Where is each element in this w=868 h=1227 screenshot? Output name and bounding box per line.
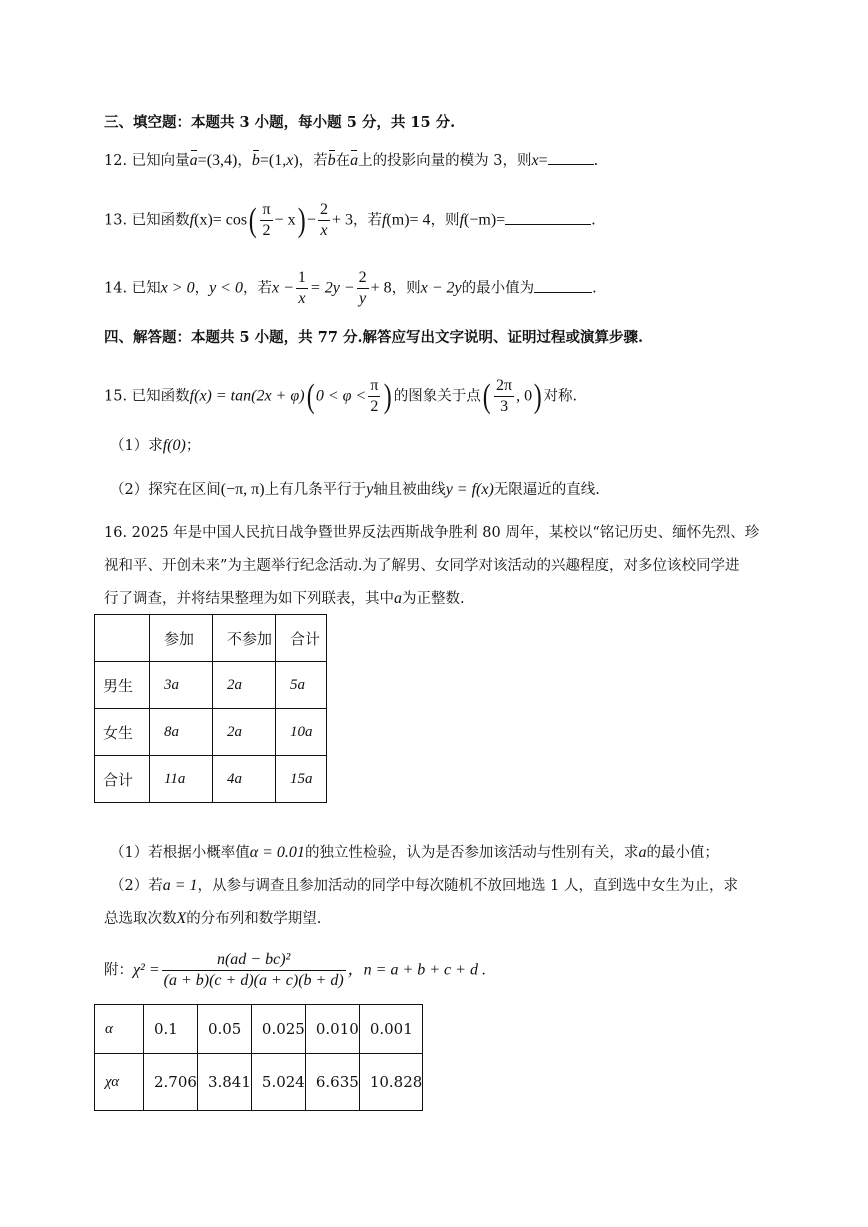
right-paren: ) bbox=[297, 201, 306, 239]
fraction-pi-over-2 bbox=[260, 200, 272, 241]
q16-line2: 视和平、开创未来”为主题举行纪念活动.为了解男、女同学对该活动的兴趣程度，对多位该校同学进 bbox=[104, 558, 740, 574]
q15-part2 bbox=[110, 480, 600, 500]
q15-part2-label: （2）探究在区间 bbox=[110, 482, 221, 498]
section4-heading: 四、解答题：本题共 5 小题，共 77 分.解答应写出文字说明、证明过程或演算步骤. bbox=[104, 329, 644, 346]
section3-heading: 三、填空题：本题共 3 小题，每小题 5 分，共 15 分. bbox=[104, 114, 456, 131]
frac-num: 2π bbox=[494, 376, 514, 397]
q13-if: ，若 bbox=[352, 212, 382, 229]
q12-x: x bbox=[531, 152, 539, 169]
table-cell: 2.706 bbox=[144, 1054, 198, 1111]
chi-square-lhs: χ² = bbox=[133, 961, 160, 979]
q16-var-X: X bbox=[176, 910, 187, 927]
frac-num: π bbox=[260, 200, 272, 221]
fraction-pi-over-2 bbox=[368, 376, 380, 417]
critical-value-table bbox=[94, 1004, 423, 1111]
fraction-2-over-y bbox=[357, 268, 369, 309]
table-cell: 0.05 bbox=[197, 1005, 251, 1054]
q16-line1: 16. 2025 年是中国人民抗日战争暨世界反法西斯战争胜利 80 周年，某校以“铭记历史、缅怀先烈、珍 bbox=[104, 525, 760, 541]
frac-den: y bbox=[359, 290, 367, 307]
table-row-alpha bbox=[95, 1005, 423, 1054]
q15-part2-end: 无限逼近的直线. bbox=[493, 482, 600, 498]
q16-part2-label: （2）若 bbox=[110, 878, 163, 894]
q14-then: ，则 bbox=[391, 280, 421, 297]
vector-b-close: ) bbox=[293, 152, 299, 169]
q14-end: . bbox=[592, 280, 597, 297]
q13-eq4: = 4 bbox=[409, 211, 431, 229]
question-12 bbox=[104, 150, 598, 171]
answer-blank-13[interactable] bbox=[505, 210, 591, 225]
vector-a: a bbox=[189, 152, 198, 169]
q15-condition: 0 < φ < bbox=[315, 387, 367, 405]
table-cell: 5a bbox=[276, 662, 327, 709]
answer-blank-12[interactable] bbox=[548, 150, 594, 165]
q16-line3-text: 行了调查，并将结果整理为如下列联表，其中 bbox=[104, 591, 394, 607]
frac-num: 2 bbox=[318, 200, 330, 221]
q15-part2-mid: 上有几条平行于 bbox=[264, 482, 367, 498]
q12-end: . bbox=[593, 153, 599, 169]
appendix-formula bbox=[104, 950, 486, 991]
q13-minus-x: − x bbox=[274, 211, 296, 229]
frac-num: 2 bbox=[357, 268, 369, 289]
q13-negm: (−m) bbox=[464, 211, 497, 229]
q12-text-3: 上的投影向量的模为 3，则 bbox=[358, 153, 532, 169]
q13-fnm: f bbox=[459, 211, 465, 229]
table-row bbox=[95, 662, 327, 709]
table-row bbox=[95, 709, 327, 756]
q12-text-2: 在 bbox=[335, 153, 351, 169]
q16-alpha: α = 0.01 bbox=[249, 844, 305, 861]
q15-end: 对称. bbox=[543, 388, 578, 405]
q13-prefix: 13. 已知函数 bbox=[104, 212, 190, 229]
vector-a-ref: a bbox=[350, 152, 359, 169]
table-cell: 8a bbox=[150, 709, 213, 756]
vector-a-value: =(3,4) bbox=[197, 152, 238, 169]
table-header-cell: 参加 bbox=[150, 615, 213, 662]
q16-part2-cont-end: 的分布列和数学期望. bbox=[186, 911, 322, 927]
q12-eq: = bbox=[538, 152, 548, 169]
q12-prefix: 12. 已知向量 bbox=[104, 153, 190, 169]
table-cell: 4a bbox=[213, 756, 276, 803]
q14-lhs: x − bbox=[271, 279, 294, 297]
vector-b-ref: b bbox=[327, 152, 336, 169]
q14-sep: ， bbox=[194, 280, 210, 297]
vector-b-value: =(1, bbox=[259, 152, 287, 169]
table-cell: 3.841 bbox=[197, 1054, 251, 1111]
frac-den: 2 bbox=[370, 398, 379, 415]
q14-plus8: + 8 bbox=[370, 279, 392, 297]
left-paren: ( bbox=[482, 377, 491, 415]
q16-line3-end: 为正整数. bbox=[402, 591, 465, 607]
table-cell: 11a bbox=[150, 756, 213, 803]
q15-y: y bbox=[366, 481, 374, 498]
table-row-label: 男生 bbox=[95, 662, 150, 709]
right-paren: ) bbox=[533, 377, 542, 415]
q15-mid: 的图象关于点 bbox=[393, 388, 481, 405]
table-header-cell: 不参加 bbox=[213, 615, 276, 662]
fraction-2pi-over-3 bbox=[494, 376, 514, 417]
frac-num: 1 bbox=[296, 268, 308, 289]
q14-tail: 的最小值为 bbox=[461, 280, 535, 297]
q12-sep: ， bbox=[237, 153, 252, 169]
q13-fm: f bbox=[381, 211, 387, 229]
q13-minus: − bbox=[306, 211, 316, 229]
q13-m: (m) bbox=[386, 211, 410, 229]
q15-part1-expr: f(0) bbox=[162, 437, 186, 454]
q14-eq: = 2y − bbox=[309, 279, 355, 297]
table-row-label: α bbox=[95, 1005, 144, 1054]
chi-square-denominator: (a + b)(c + d)(a + c)(b + d) bbox=[163, 972, 344, 989]
n-definition: ，n = a + b + c + d . bbox=[347, 961, 486, 979]
left-paren: ( bbox=[248, 201, 257, 239]
table-cell: 2a bbox=[213, 662, 276, 709]
q13-f: f bbox=[189, 211, 195, 229]
table-cell: 2a bbox=[213, 709, 276, 756]
q16-part2-text: ，从参与调查且参加活动的同学中每次随机不放回地选 1 人，直到选中女生为止，求 bbox=[197, 878, 738, 894]
q15-part1-label: （1）求 bbox=[110, 438, 163, 454]
vector-b-x: x bbox=[286, 152, 294, 169]
table-cell: 5.024 bbox=[251, 1054, 305, 1111]
q15-prefix: 15. 已知函数 bbox=[104, 388, 190, 405]
q12-text-1: ，若 bbox=[298, 153, 328, 169]
q16-part1-text: 的独立性检验，认为是否参加该活动与性别有关，求 bbox=[304, 845, 639, 861]
table-header-row bbox=[95, 615, 327, 662]
q15-part2-mid2: 轴且被曲线 bbox=[373, 482, 446, 498]
fraction-1-over-x bbox=[296, 268, 308, 309]
table-row-chi bbox=[95, 1054, 423, 1111]
table-cell: 3a bbox=[150, 662, 213, 709]
q16-part2-cont-text: 总选取次数 bbox=[104, 911, 177, 927]
appendix-label: 附： bbox=[104, 962, 133, 979]
q16-var-a: a bbox=[394, 590, 402, 607]
table-cell: 6.635 bbox=[305, 1054, 359, 1111]
table-cell: 0.025 bbox=[251, 1005, 305, 1054]
chi-square-numerator: n(ad − bc)² bbox=[162, 950, 346, 971]
q15-part1-end: ； bbox=[185, 438, 201, 454]
q14-prefix: 14. 已知 bbox=[104, 280, 161, 297]
q16-part2-cond: a = 1 bbox=[162, 877, 198, 894]
q14-expr: x − 2y bbox=[420, 279, 462, 297]
q13-then: ，则 bbox=[430, 212, 460, 229]
right-paren: ) bbox=[384, 377, 393, 415]
q16-part1-label: （1）若根据小概率值 bbox=[110, 845, 250, 861]
q13-end: . bbox=[591, 212, 596, 229]
q13-arg: (x) bbox=[194, 211, 213, 229]
frac-den: 2 bbox=[262, 222, 271, 239]
left-paren: ( bbox=[306, 377, 315, 415]
question-14 bbox=[104, 268, 597, 309]
table-row bbox=[95, 756, 327, 803]
q14-if: ，若 bbox=[242, 280, 272, 297]
q15-part1 bbox=[110, 436, 200, 456]
q16-part2-cont bbox=[104, 909, 321, 929]
table-cell: 10a bbox=[276, 709, 327, 756]
q15-point-tail: , 0 bbox=[516, 387, 533, 405]
frac-num: π bbox=[368, 376, 380, 397]
q15-curve: y = f(x) bbox=[445, 481, 494, 498]
vector-b: b bbox=[251, 152, 260, 169]
q16-part1 bbox=[110, 843, 719, 863]
frac-den: x bbox=[298, 290, 306, 307]
q16-part1-end: 的最小值； bbox=[646, 845, 719, 861]
table-row-label: χα bbox=[95, 1054, 144, 1111]
q15-function: f(x) = tan(2x + φ) bbox=[189, 387, 305, 405]
table-cell: 0.001 bbox=[359, 1005, 423, 1054]
table-cell: 10.828 bbox=[359, 1054, 423, 1111]
table-row-label: 女生 bbox=[95, 709, 150, 756]
q13-eq2: = bbox=[496, 211, 506, 229]
table-cell: 0.010 bbox=[305, 1005, 359, 1054]
answer-blank-14[interactable] bbox=[534, 278, 592, 293]
frac-den: 3 bbox=[500, 398, 509, 415]
table-cell: 0.1 bbox=[144, 1005, 198, 1054]
q14-cond1: x > 0 bbox=[160, 279, 195, 297]
q14-cond2: y < 0 bbox=[209, 279, 243, 297]
table-header-cell: 合计 bbox=[276, 615, 327, 662]
q16-line3 bbox=[104, 589, 465, 609]
table-cell: 15a bbox=[276, 756, 327, 803]
q16-part2 bbox=[110, 876, 738, 896]
question-13 bbox=[104, 200, 596, 241]
table-row-label: 合计 bbox=[95, 756, 150, 803]
q15-interval: (−π, π) bbox=[220, 481, 265, 498]
contingency-table bbox=[94, 614, 327, 803]
q16-part1-var: a bbox=[638, 844, 647, 861]
q13-plus3: + 3 bbox=[331, 211, 353, 229]
question-15 bbox=[104, 376, 577, 417]
q13-cos: = cos bbox=[212, 211, 248, 229]
chi-square-fraction bbox=[162, 950, 346, 991]
table-header-cell bbox=[95, 615, 150, 662]
fraction-2-over-x bbox=[318, 200, 330, 241]
frac-den: x bbox=[320, 222, 328, 239]
